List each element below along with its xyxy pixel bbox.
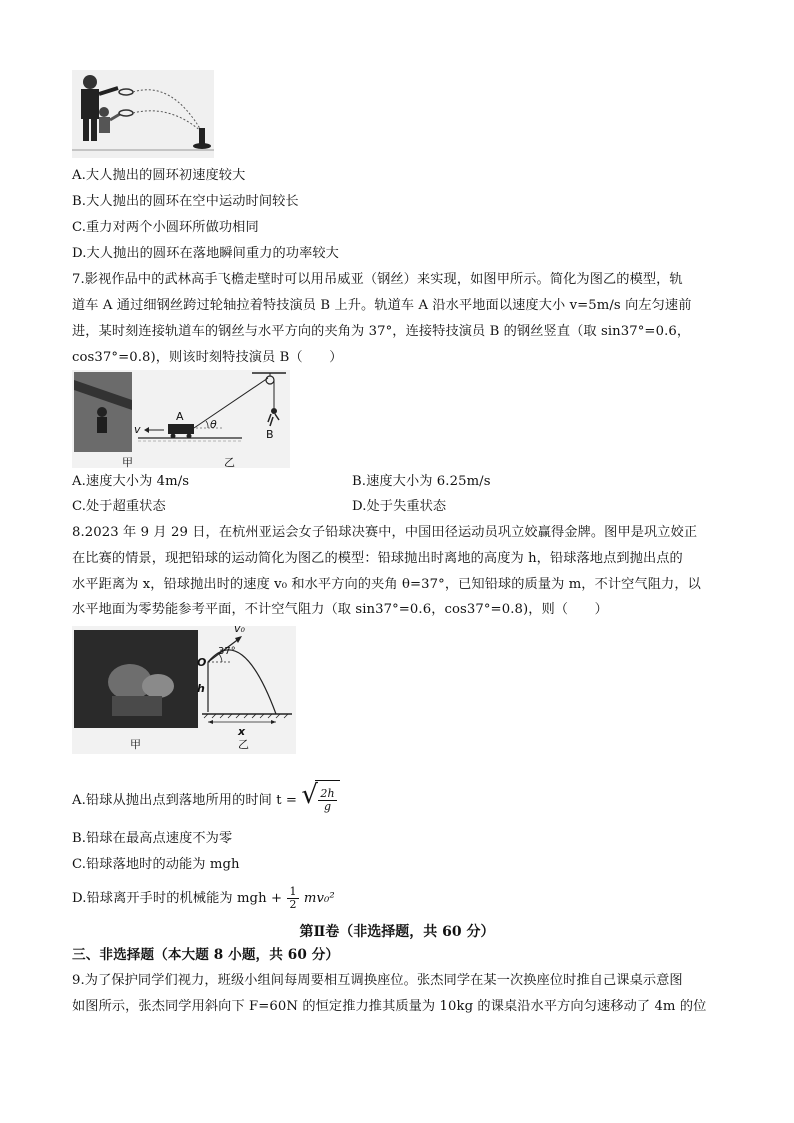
q8-label-o: O: [197, 656, 207, 669]
q6-option-d: D.大人抛出的圆环在落地瞬间重力的功率较大: [72, 246, 339, 261]
q7-option-b: B.速度大小为 6.25m/s: [352, 474, 491, 489]
q6-option-b: B.大人抛出的圆环在空中运动时间较长: [72, 194, 299, 209]
q7-stem-line-3: 进，某时刻连接轨道车的钢丝与水平方向的夹角为 37°，连接特技演员 B 的钢丝竖直（取 sin37°=0.6，: [72, 324, 691, 339]
ring-toss-illustration: [72, 70, 214, 158]
q7-option-d: D.处于失重状态: [352, 499, 447, 514]
sqrt-symbol: [301, 780, 339, 821]
q8-option-d-denominator: 2: [289, 898, 297, 911]
q7-stem-line-2: 道车 A 通过细钢丝跨过轮轴拉着特技演员 B 上升。轨道车 A 沿水平地面以速度大小 v=5m/s 向左匀速前: [72, 298, 692, 313]
q7-label-yi: 乙: [224, 456, 235, 469]
q8-label-v0: v₀: [234, 622, 245, 635]
q7-label-v: v: [134, 423, 141, 436]
q8-stem-line-4: 水平地面为零势能参考平面，不计空气阻力（取 sin37°=0.6，cos37°=0.8)，则（ ）: [72, 602, 608, 617]
q6-option-a: A.大人抛出的圆环初速度较大: [72, 168, 246, 183]
q8-option-a-text: A.铅球从抛出点到落地所用的时间 t =: [72, 793, 298, 808]
q8-option-d-fraction: [287, 886, 298, 911]
q9-stem-line-1: 9.为了保护同学们视力，班级小组间每周要相互调换座位。张杰同学在某一次换座位时推自己课桌示意图: [72, 973, 683, 988]
q8-label-yi: 乙: [238, 738, 249, 751]
q8-option-d-numerator: 1: [289, 885, 297, 898]
q7-stem-line-4: cos37°=0.8)，则该时刻特技演员 B（ ）: [72, 350, 343, 365]
q8-option-a-denominator: g: [323, 800, 332, 813]
shot-put-diagram: [72, 626, 296, 754]
q8-stem-line-1: 8.2023 年 9 月 29 日，在杭州亚运会女子铅球决赛中，中国田径运动员巩立姣赢得金牌。图甲是巩立姣正: [72, 525, 698, 540]
q8-option-d-text: D.铅球离开手时的机械能为 mgh +: [72, 891, 283, 906]
q7-stem-line-1: 7.影视作品中的武林高手飞檐走壁时可以用吊威亚（钢丝）来实现，如图甲所示。简化为图乙的模型，轨: [72, 272, 683, 287]
q8-option-d-tail: mv₀²: [303, 891, 335, 906]
section-2-title: 第Ⅱ卷（非选择题，共 60 分）: [299, 924, 495, 940]
sqrt-body: [315, 780, 339, 821]
ring-toss-figure: [72, 70, 214, 158]
q8-option-c: C.铅球落地时的动能为 mgh: [72, 857, 240, 872]
q6-option-c: C.重力对两个小圆环所做功相同: [72, 220, 259, 235]
q9-stem-line-2: 如图所示，张杰同学用斜向下 F=60N 的恒定推力推其质量为 10kg 的课桌沿水平方向匀速移动了 4m 的位: [72, 999, 707, 1014]
q8-option-d: [72, 884, 335, 914]
q7-option-a: A.速度大小为 4m/s: [72, 474, 190, 489]
q8-option-b: B.铅球在最高点速度不为零: [72, 831, 233, 846]
q8-figure: [72, 622, 296, 754]
q8-label-h: h: [197, 682, 205, 695]
q8-label-x: x: [238, 725, 246, 738]
q8-option-a-fraction: [318, 788, 336, 813]
q8-stem-line-2: 在比赛的情景，现把铅球的运动简化为图乙的模型：铅球抛出时离地的高度为 h，铅球落地点到抛出点的: [72, 551, 683, 566]
q7-figure: [72, 370, 290, 468]
q7-label-jia: 甲: [122, 456, 133, 469]
part-3-heading: 三、非选择题（本大题 8 小题，共 60 分）: [72, 947, 340, 963]
q8-stem-line-3: 水平距离为 x，铅球抛出时的速度 v₀ 和水平方向的夹角 θ=37°，已知铅球的质量为 m，不计空气阻力，以: [72, 577, 701, 592]
q7-option-c: C.处于超重状态: [72, 499, 166, 514]
q8-option-a-numerator: 2h: [320, 787, 335, 800]
q7-label-theta: θ: [210, 418, 217, 431]
q8-option-a: [72, 780, 340, 820]
q8-label-jia: 甲: [130, 738, 141, 751]
q8-label-angle: 37°: [218, 646, 236, 657]
q7-label-a: A: [176, 410, 184, 423]
q7-label-b: B: [266, 428, 274, 441]
radical-icon: √: [301, 780, 319, 810]
